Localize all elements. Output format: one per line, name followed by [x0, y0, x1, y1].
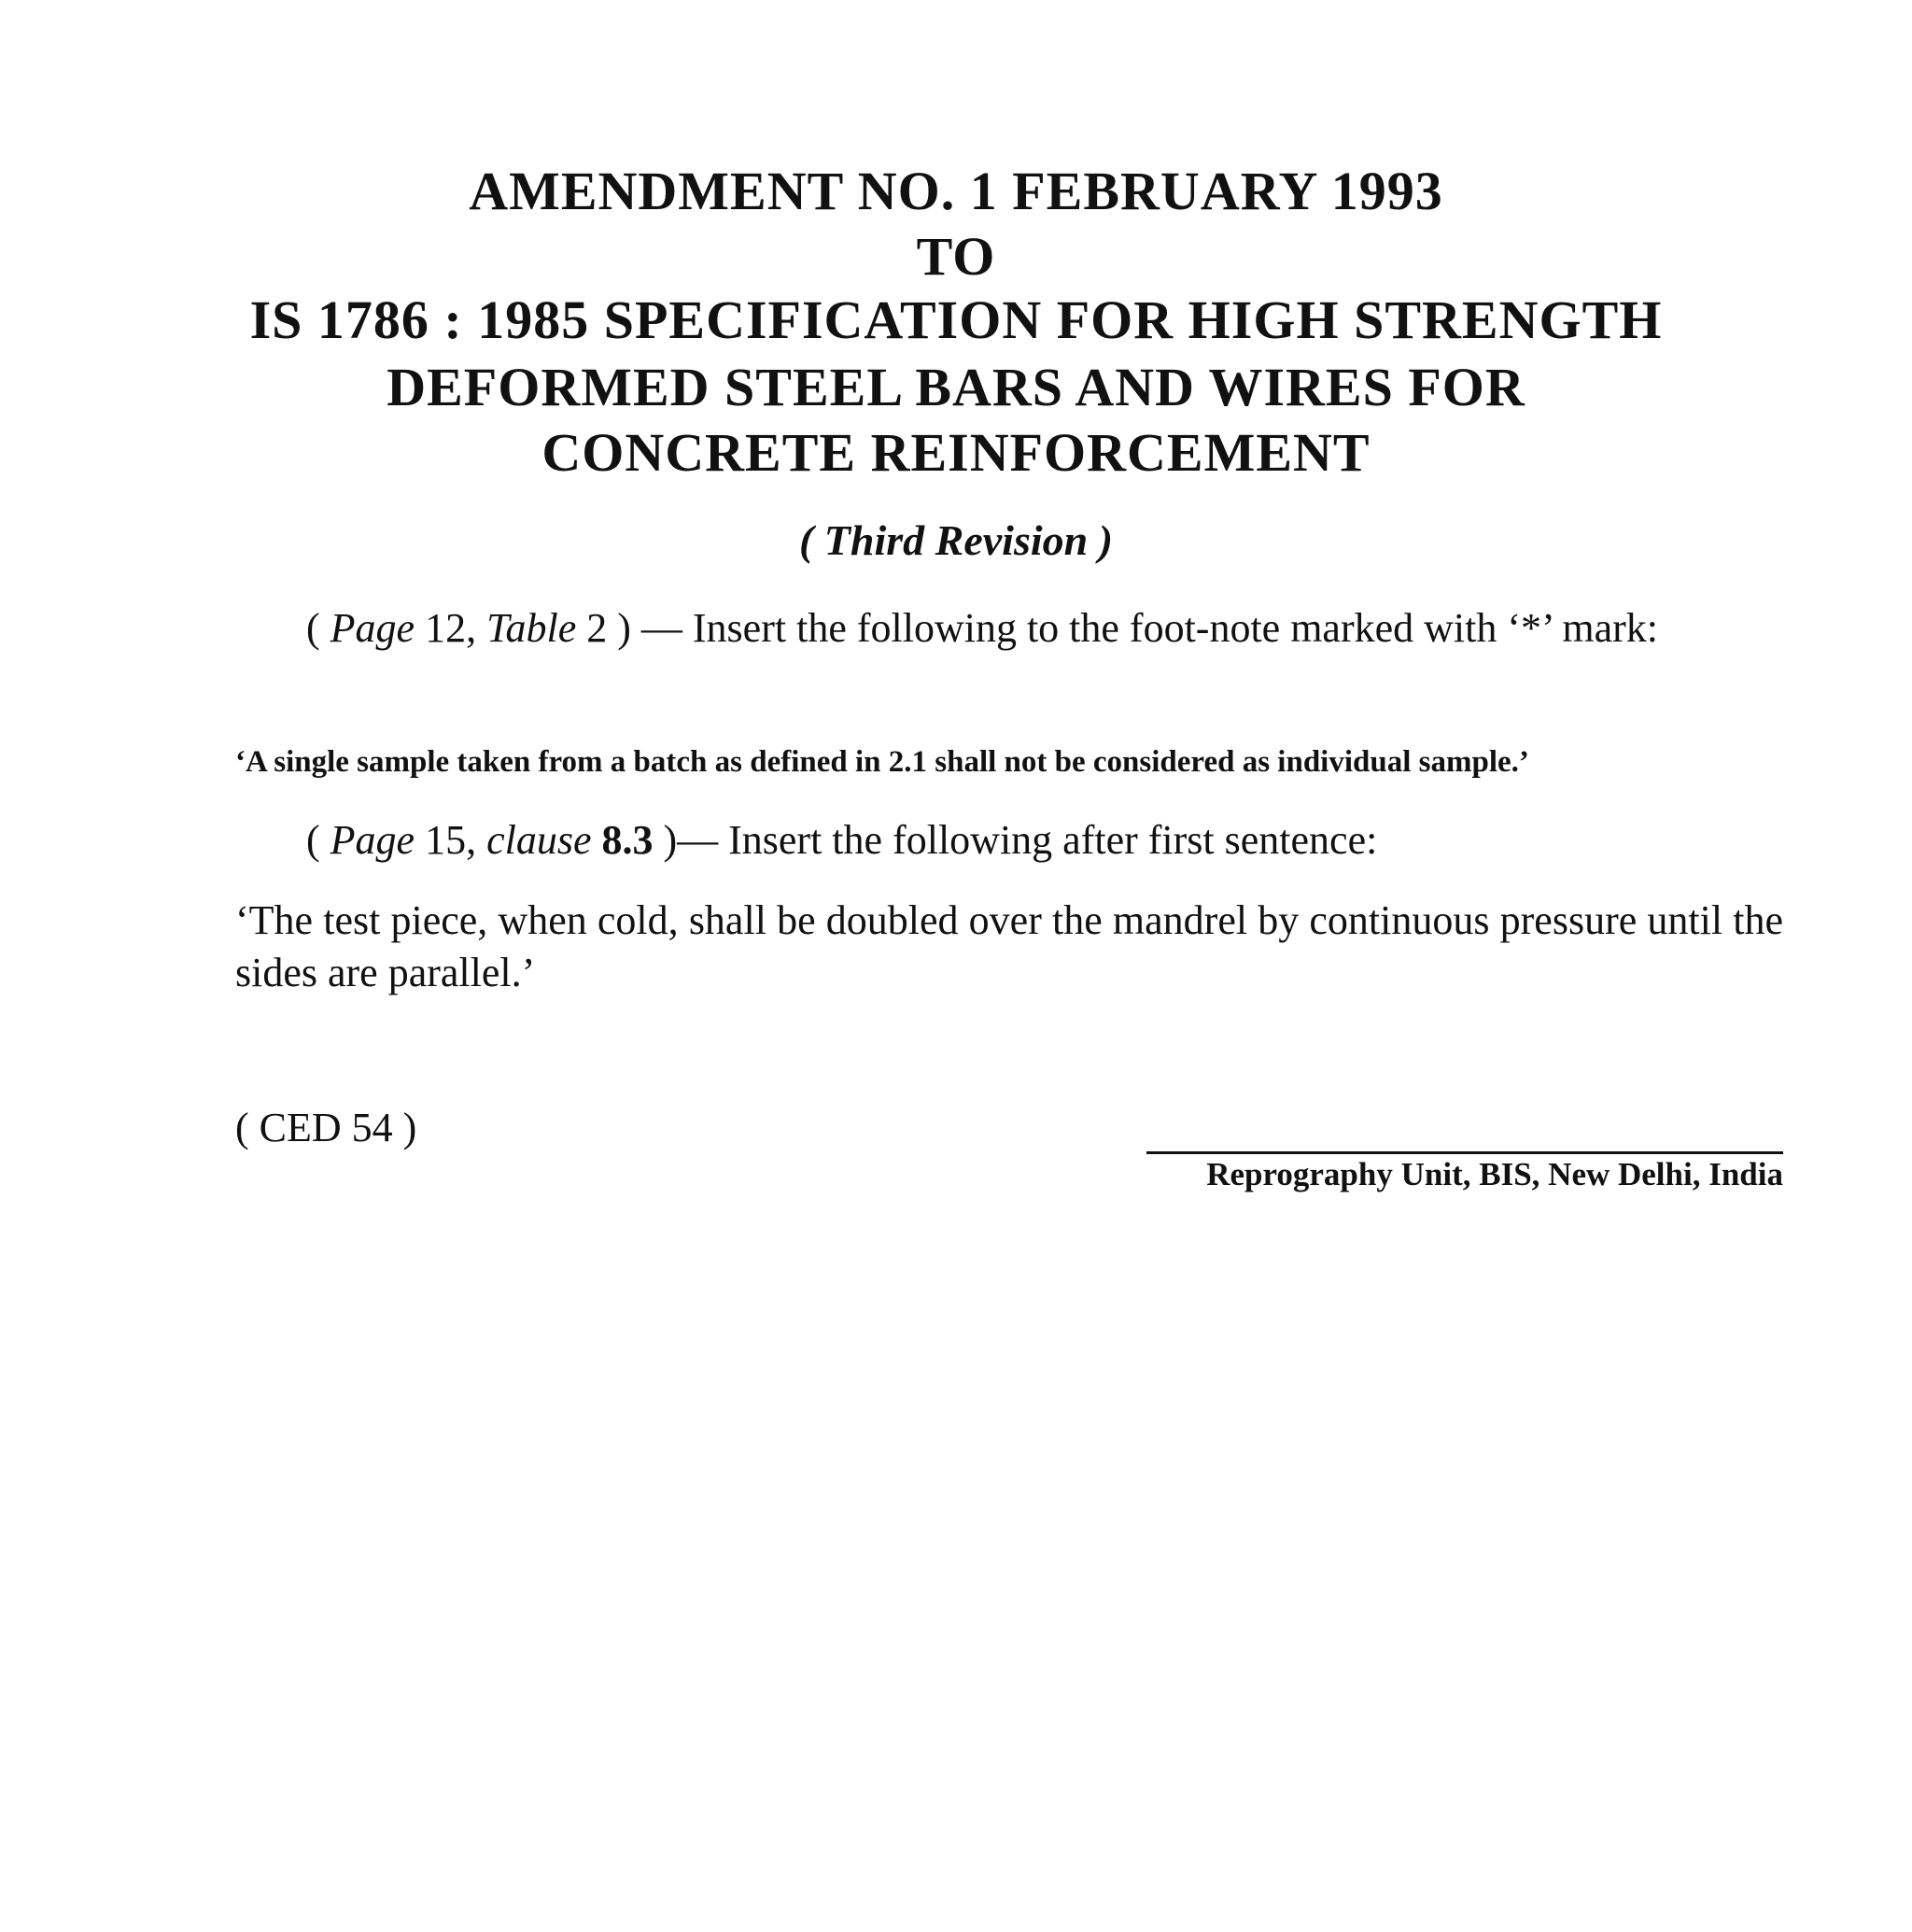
amendment-2-instruction: — Insert the following after first sentence:	[677, 817, 1378, 863]
amendment-text-2: ‘The test piece, when cold, shall be doubled over the mandrel by continuous pressure until the sides are parallel.’	[235, 897, 1783, 995]
amendment-title: AMENDMENT NO. 1 FEBRUARY 1993	[469, 161, 1443, 221]
amendment-text-1: ‘A single sample taken from a batch as defined in 2.1 shall not be considered as individual sample.’	[235, 745, 1529, 779]
amendment-2-ref-num: 8.3	[591, 817, 654, 863]
amendment-1-instruction: — Insert the following to the foot-note marked with ‘*’ mark:	[630, 605, 1659, 651]
amendment-2-close: )	[653, 817, 678, 863]
amendment-instruction-1	[235, 602, 1783, 655]
revision-label: ( Third Revision )	[798, 516, 1114, 564]
footer-divider	[1146, 1151, 1783, 1154]
amendment-1-ref-num: 2 )	[576, 605, 631, 651]
amendment-1-ref-word: Table	[486, 605, 577, 651]
committee-reference: ( CED 54 )	[235, 1105, 417, 1150]
amendment-1-open: (	[306, 605, 330, 651]
standard-title-line-3: CONCRETE REINFORCEMENT	[541, 422, 1371, 483]
standard-title-line-1: IS 1786 : 1985 SPECIFICATION FOR HIGH STRENGTH	[249, 289, 1663, 350]
amendment-1-page-num: 12,	[415, 605, 487, 651]
amendment-2-open: (	[306, 817, 330, 863]
amendment-2-page-word: Page	[330, 817, 415, 863]
amendment-2-page-num: 15,	[415, 817, 487, 863]
title-connector: TO	[916, 226, 996, 287]
standard-title-line-2: DEFORMED STEEL BARS AND WIRES FOR	[387, 357, 1525, 417]
amendment-instruction-2	[235, 814, 1783, 867]
amendment-2-ref-word: clause	[486, 817, 592, 863]
amendment-1-page-word: Page	[330, 605, 415, 651]
publisher-imprint: Reprography Unit, BIS, New Delhi, India	[1206, 1156, 1783, 1192]
